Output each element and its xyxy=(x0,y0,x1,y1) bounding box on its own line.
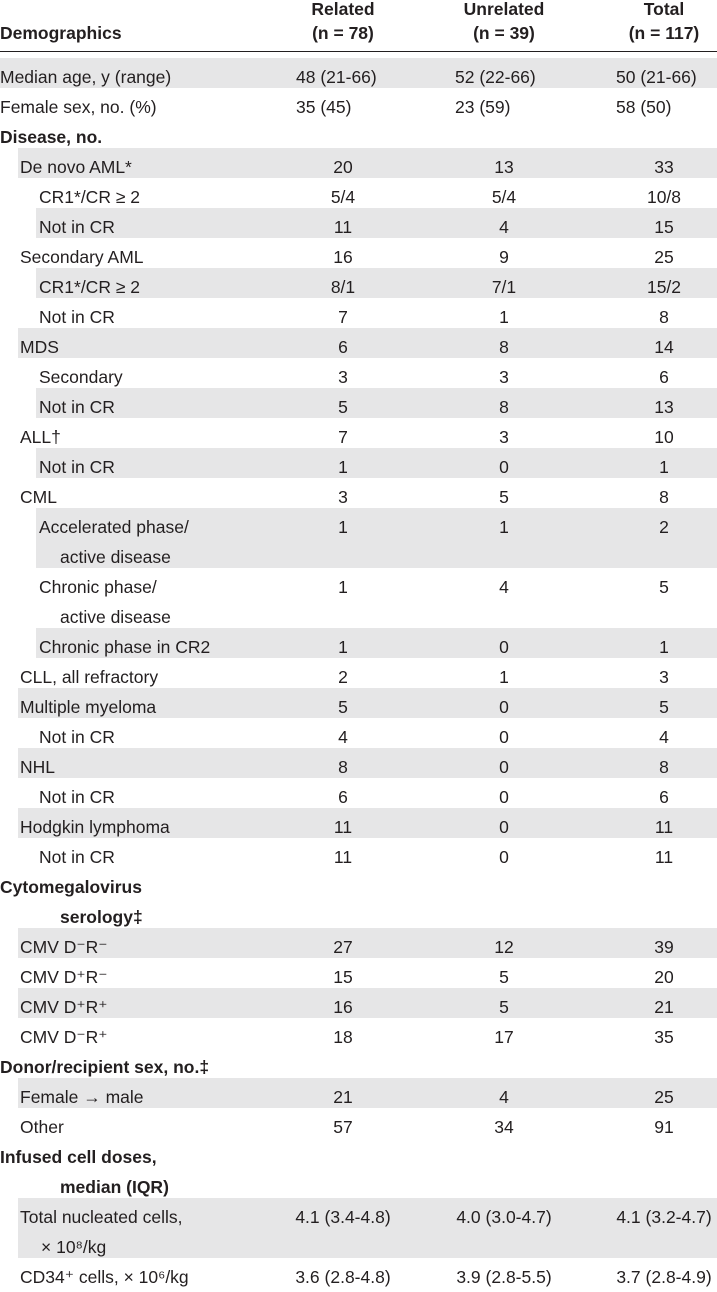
row-label-text: Total nucleated cells, xyxy=(20,1207,183,1227)
table-row xyxy=(0,568,717,628)
row-label-continuation: active disease xyxy=(60,607,171,627)
table-row xyxy=(0,1018,717,1048)
table-row xyxy=(0,328,717,358)
table-row xyxy=(0,358,717,388)
related-value: 35 (45) xyxy=(296,97,352,117)
related-value: 1 xyxy=(338,637,348,657)
unrelated-value: 3 xyxy=(499,367,509,387)
table-row xyxy=(0,298,717,328)
table-row xyxy=(0,778,717,808)
header-related-title: Related xyxy=(311,0,375,19)
table-row xyxy=(0,958,717,988)
related-value: 1 xyxy=(338,577,348,597)
unrelated-value: 4 xyxy=(499,217,509,237)
unrelated-value: 23 (59) xyxy=(455,97,511,117)
related-value: 11 xyxy=(333,217,353,237)
total-value: 8 xyxy=(659,307,669,327)
unrelated-value: 0 xyxy=(499,817,509,837)
table-row xyxy=(0,628,717,658)
header-unrelated-count: (n = 39) xyxy=(473,23,535,43)
row-label-text: CMV D⁺R⁺ xyxy=(20,997,108,1017)
row-label-continuation: active disease xyxy=(60,547,171,567)
row-label-text: Not in CR xyxy=(39,787,115,807)
row-label-text: MDS xyxy=(20,337,59,357)
row-label-text: Infused cell doses, xyxy=(0,1147,157,1167)
total-value: 8 xyxy=(659,487,669,507)
table-body xyxy=(0,58,717,1288)
table-header xyxy=(0,0,717,52)
total-value: 25 xyxy=(654,247,674,267)
unrelated-value: 1 xyxy=(499,667,509,687)
unrelated-value: 12 xyxy=(494,937,514,957)
header-related-count: (n = 78) xyxy=(312,23,374,43)
row-label-text: Not in CR xyxy=(39,457,115,477)
total-value: 10 xyxy=(654,427,674,447)
unrelated-value: 34 xyxy=(494,1117,514,1137)
unrelated-value: 0 xyxy=(499,697,509,717)
unrelated-value: 0 xyxy=(499,457,509,477)
unrelated-value: 8 xyxy=(499,397,509,417)
related-value: 5 xyxy=(338,697,348,717)
row-label-text: De novo AML* xyxy=(20,157,132,177)
related-value: 7 xyxy=(338,427,348,447)
row-label-text: Not in CR xyxy=(39,307,115,327)
total-value: 14 xyxy=(654,337,674,357)
total-value: 20 xyxy=(654,967,674,987)
total-value: 39 xyxy=(654,937,674,957)
total-value: 15/2 xyxy=(646,277,682,297)
unrelated-value: 7/1 xyxy=(491,277,517,297)
table-row xyxy=(0,88,717,118)
table-row xyxy=(0,388,717,418)
related-value: 3.6 (2.8-4.8) xyxy=(295,1267,391,1287)
total-value: 5 xyxy=(659,577,669,597)
row-label-text: Secondary AML xyxy=(20,247,144,267)
total-value: 10/8 xyxy=(646,187,682,207)
table-row xyxy=(0,418,717,448)
related-value: 27 xyxy=(333,937,353,957)
related-value: 15 xyxy=(333,967,353,987)
table-row xyxy=(0,508,717,568)
total-value: 91 xyxy=(654,1117,674,1137)
row-label-text: NHL xyxy=(20,757,56,777)
table-row xyxy=(0,208,717,238)
row-label xyxy=(0,1142,169,1202)
row-label-text: CML xyxy=(20,487,57,507)
row-label-text: Multiple myeloma xyxy=(20,697,157,717)
total-value: 5 xyxy=(659,697,669,717)
related-value: 6 xyxy=(338,337,348,357)
header-total-count: (n = 117) xyxy=(628,23,700,43)
total-value: 8 xyxy=(659,757,669,777)
unrelated-value: 17 xyxy=(494,1027,514,1047)
total-value: 21 xyxy=(654,997,674,1017)
row-label-text: CD34⁺ cells, × 10⁶/kg xyxy=(20,1267,189,1287)
row-label-text: Hodgkin lymphoma xyxy=(20,817,170,837)
related-value: 18 xyxy=(333,1027,353,1047)
total-value: 58 (50) xyxy=(616,97,672,117)
unrelated-value: 52 (22-66) xyxy=(455,67,536,87)
header-unrelated xyxy=(424,0,584,45)
related-value: 1 xyxy=(338,517,348,537)
table-row xyxy=(0,178,717,208)
row-label-text: Chronic phase/ xyxy=(39,577,157,597)
related-value: 11 xyxy=(333,847,353,867)
row-label-text: Disease, no. xyxy=(0,127,103,147)
row-label-text: CLL, all refractory xyxy=(20,667,159,687)
table-row xyxy=(0,1048,717,1078)
related-value: 21 xyxy=(333,1087,353,1107)
table-row xyxy=(0,658,717,688)
row-label-text: Not in CR xyxy=(39,397,115,417)
unrelated-value: 4 xyxy=(499,1087,509,1107)
related-value: 1 xyxy=(338,457,348,477)
row-label-text: CMV D⁻R⁺ xyxy=(20,1027,108,1047)
table-row xyxy=(0,988,717,1018)
table-row xyxy=(0,838,717,868)
total-value: 13 xyxy=(654,397,674,417)
row-label xyxy=(39,512,189,572)
unrelated-value: 5 xyxy=(499,967,509,987)
related-value: 5 xyxy=(338,397,348,417)
table-row xyxy=(0,148,717,178)
unrelated-value: 8 xyxy=(499,337,509,357)
table-row xyxy=(0,268,717,298)
unrelated-value: 1 xyxy=(499,517,509,537)
total-value: 25 xyxy=(654,1087,674,1107)
header-demographics: Demographics xyxy=(0,23,122,43)
total-value: 1 xyxy=(659,637,669,657)
total-value: 2 xyxy=(659,517,669,537)
related-value: 57 xyxy=(333,1117,353,1137)
related-value: 8 xyxy=(338,757,348,777)
row-label-text: Donor/recipient sex, no.‡ xyxy=(0,1057,210,1077)
table-row xyxy=(0,868,717,928)
row-label-text: Secondary xyxy=(39,367,123,387)
unrelated-value: 1 xyxy=(499,307,509,327)
row-label-text: CMV D⁺R⁻ xyxy=(20,967,108,987)
row-label-text: Other xyxy=(20,1117,64,1137)
row-label-text: Not in CR xyxy=(39,847,115,867)
row-label-text: CR1*/CR ≥ 2 xyxy=(39,277,141,297)
row-label-text: ALL† xyxy=(20,427,61,447)
related-value: 6 xyxy=(338,787,348,807)
header-total xyxy=(584,0,717,45)
related-value: 4 xyxy=(338,727,348,747)
related-value: 20 xyxy=(333,157,353,177)
total-value: 6 xyxy=(659,787,669,807)
table-row xyxy=(0,928,717,958)
row-label-text: CR1*/CR ≥ 2 xyxy=(39,187,141,207)
related-value: 3 xyxy=(338,367,348,387)
related-value: 8/1 xyxy=(330,277,356,297)
related-value: 16 xyxy=(333,997,353,1017)
table-row xyxy=(0,58,717,88)
row-label-text: Not in CR xyxy=(39,217,115,237)
row-label-text: Female → male xyxy=(20,1087,144,1107)
total-value: 4 xyxy=(659,727,669,747)
unrelated-value: 5 xyxy=(499,997,509,1017)
total-value: 1 xyxy=(659,457,669,477)
row-label-text: Median age, y (range) xyxy=(0,67,172,87)
related-value: 4.1 (3.4-4.8) xyxy=(295,1207,391,1227)
row-label-text: Female sex, no. (%) xyxy=(0,97,157,117)
table-row xyxy=(0,718,717,748)
related-value: 3 xyxy=(338,487,348,507)
total-value: 11 xyxy=(654,847,674,867)
total-value: 11 xyxy=(654,817,674,837)
table-row xyxy=(0,478,717,508)
row-label-continuation: median (IQR) xyxy=(60,1177,169,1197)
total-value: 6 xyxy=(659,367,669,387)
unrelated-value: 9 xyxy=(499,247,509,267)
total-value: 3 xyxy=(659,667,669,687)
row-label-text: Not in CR xyxy=(39,727,115,747)
table-row xyxy=(0,1198,717,1258)
header-related xyxy=(263,0,423,45)
table-row xyxy=(0,448,717,478)
total-value: 35 xyxy=(654,1027,674,1047)
row-label xyxy=(20,1262,189,1292)
unrelated-value: 13 xyxy=(494,157,514,177)
unrelated-value: 0 xyxy=(499,637,509,657)
table-row xyxy=(0,688,717,718)
unrelated-value: 5/4 xyxy=(491,187,517,207)
unrelated-value: 3 xyxy=(499,427,509,447)
row-label-text: Accelerated phase/ xyxy=(39,517,189,537)
table-row xyxy=(0,238,717,268)
table-row xyxy=(0,1138,717,1198)
total-value: 15 xyxy=(654,217,674,237)
table-row xyxy=(0,748,717,778)
row-label-text: Cytomegalovirus xyxy=(0,877,142,897)
unrelated-value: 3.9 (2.8-5.5) xyxy=(456,1267,552,1287)
table-row xyxy=(0,808,717,838)
unrelated-value: 5 xyxy=(499,487,509,507)
total-value: 50 (21-66) xyxy=(616,67,697,87)
related-value: 5/4 xyxy=(330,187,356,207)
row-label-continuation: × 10⁸/kg xyxy=(41,1237,107,1257)
unrelated-value: 0 xyxy=(499,757,509,777)
row-label xyxy=(20,1202,182,1262)
unrelated-value: 0 xyxy=(499,847,509,867)
unrelated-value: 0 xyxy=(499,727,509,747)
row-label-text: CMV D⁻R⁻ xyxy=(20,937,108,957)
unrelated-value: 0 xyxy=(499,787,509,807)
unrelated-value: 4.0 (3.0-4.7) xyxy=(456,1207,552,1227)
unrelated-value: 4 xyxy=(499,577,509,597)
total-value: 33 xyxy=(654,157,674,177)
table-row xyxy=(0,118,717,148)
header-total-title: Total xyxy=(643,0,685,19)
row-label-continuation: serology‡ xyxy=(60,907,143,927)
related-value: 48 (21-66) xyxy=(296,67,377,87)
related-value: 11 xyxy=(333,817,353,837)
related-value: 16 xyxy=(333,247,353,267)
row-label xyxy=(39,572,171,632)
row-label-text: Chronic phase in CR2 xyxy=(39,637,211,657)
row-label xyxy=(0,872,143,932)
total-value: 4.1 (3.2-4.7) xyxy=(616,1207,712,1227)
table-row xyxy=(0,1108,717,1138)
related-value: 2 xyxy=(338,667,348,687)
total-value: 3.7 (2.8-4.9) xyxy=(616,1267,712,1287)
header-unrelated-title: Unrelated xyxy=(463,0,545,19)
related-value: 7 xyxy=(338,307,348,327)
table-row xyxy=(0,1078,717,1108)
